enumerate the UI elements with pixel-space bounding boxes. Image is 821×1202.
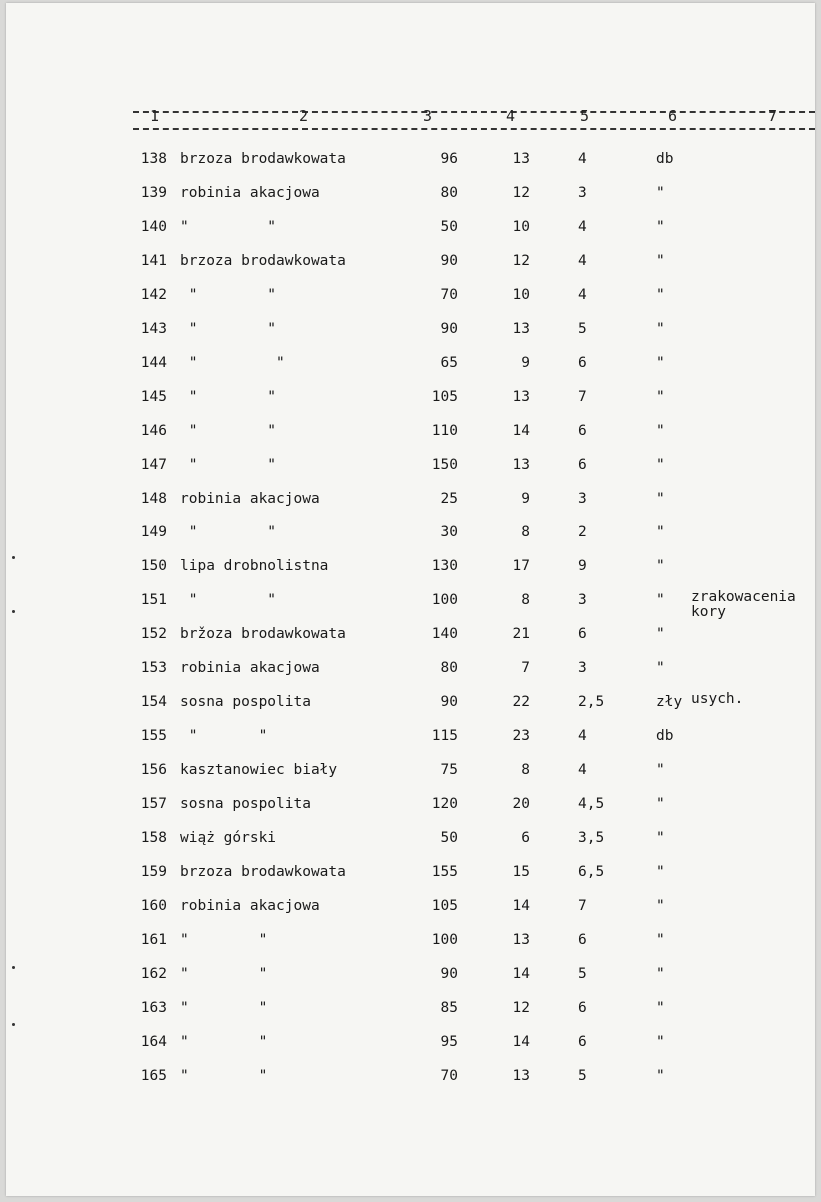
col-3-value: 25 [440, 490, 458, 507]
condition-value: " [656, 796, 665, 813]
col-3-value: 120 [431, 796, 458, 813]
col-4-value: 14 [512, 1033, 530, 1050]
condition-value: " [656, 592, 665, 609]
row-number: 155 [140, 728, 167, 745]
table-row [6, 489, 815, 523]
species-name: brzoza brodawkowata [180, 151, 346, 167]
species-name: wiąż górski [180, 830, 277, 846]
species-name: brzoza brodawkowata [180, 252, 346, 269]
row-number: 159 [140, 863, 167, 880]
col-4-value: 13 [512, 388, 530, 405]
condition-value: " [656, 354, 665, 371]
table-row [6, 862, 815, 896]
condition-value: " [656, 1033, 665, 1050]
table-row [6, 421, 815, 455]
col-3-value: 110 [431, 422, 458, 439]
species-name: " " [180, 422, 277, 439]
col-4-value: 8 [521, 524, 530, 541]
col-5-value: 6 [578, 456, 587, 473]
species-name: " " [180, 456, 277, 473]
condition-value: " [656, 660, 665, 677]
col-5-value: 3 [578, 592, 587, 609]
col-4-value: 8 [521, 592, 530, 609]
species-name: bržoza brodawkowata [180, 626, 346, 643]
col-3-value: 80 [440, 184, 458, 201]
table-row [6, 149, 815, 183]
table-row [6, 692, 815, 726]
col-4-value: 10 [512, 286, 530, 303]
header-col-1: 1 [150, 107, 160, 125]
col-5-value: 6 [578, 931, 587, 948]
col-3-value: 70 [440, 1067, 458, 1084]
margin-dot [12, 966, 15, 969]
condition-value: " [656, 422, 665, 439]
col-4-value: 8 [521, 762, 530, 779]
condition-value: " [656, 558, 665, 575]
species-name: kasztanowiec biały [180, 762, 338, 779]
species-name: " " [180, 218, 277, 235]
col-3-value: 130 [431, 558, 458, 575]
col-4-value: 14 [512, 897, 530, 914]
row-number: 141 [140, 252, 167, 269]
species-name: " " [180, 999, 268, 1016]
row-number: 152 [140, 626, 167, 643]
col-4-value: 14 [512, 965, 530, 982]
header-bottom-rule [133, 128, 815, 130]
col-4-value: 9 [521, 354, 530, 371]
table-row [6, 828, 815, 862]
row-number: 161 [140, 931, 167, 948]
table-header [6, 107, 815, 127]
row-number: 138 [140, 151, 167, 167]
remarks-value: zrakowacenia kory [691, 589, 796, 621]
margin-dot [12, 610, 15, 613]
condition-value: " [656, 863, 665, 880]
col-5-value: 9 [578, 558, 587, 575]
col-5-value: 6 [578, 999, 587, 1016]
col-5-value: 2,5 [578, 694, 605, 711]
row-number: 144 [140, 354, 167, 371]
header-col-2: 2 [299, 107, 309, 125]
col-5-value: 4 [578, 151, 587, 167]
col-5-value: 7 [578, 897, 587, 914]
table-row [6, 658, 815, 692]
col-5-value: 6 [578, 422, 587, 439]
condition-value: zły [656, 694, 683, 711]
table-row [6, 998, 815, 1032]
col-3-value: 80 [440, 660, 458, 677]
col-5-value: 4 [578, 728, 587, 745]
condition-value: " [656, 286, 665, 303]
species-name: lipa drobnolistna [180, 558, 329, 575]
col-3-value: 150 [431, 456, 458, 473]
row-number: 142 [140, 286, 167, 303]
row-number: 150 [140, 558, 167, 575]
table-row [6, 726, 815, 760]
row-number: 164 [140, 1033, 167, 1050]
col-4-value: 6 [521, 830, 530, 846]
condition-value: " [656, 999, 665, 1016]
col-5-value: 5 [578, 965, 587, 982]
condition-value: " [656, 388, 665, 405]
condition-value: " [656, 320, 665, 337]
row-number: 148 [140, 490, 167, 507]
col-5-value: 3 [578, 184, 587, 201]
col-4-value: 22 [512, 694, 530, 711]
condition-value: " [656, 184, 665, 201]
header-col-3: 3 [423, 107, 433, 125]
col-4-value: 14 [512, 422, 530, 439]
col-4-value: 13 [512, 931, 530, 948]
col-4-value: 12 [512, 252, 530, 269]
col-5-value: 4 [578, 762, 587, 779]
table-row [6, 760, 815, 794]
species-name: brzoza brodawkowata [180, 863, 346, 880]
species-name: " " [180, 592, 277, 609]
col-4-value: 17 [512, 558, 530, 575]
col-4-value: 7 [521, 660, 530, 677]
col-4-value: 12 [512, 184, 530, 201]
margin-dot [12, 556, 15, 559]
table-row [6, 285, 815, 319]
col-3-value: 70 [440, 286, 458, 303]
col-4-value: 13 [512, 1067, 530, 1084]
row-number: 140 [140, 218, 167, 235]
col-3-value: 100 [431, 931, 458, 948]
col-3-value: 155 [431, 863, 458, 880]
row-number: 154 [140, 694, 167, 711]
species-name: " " [180, 388, 277, 405]
species-name: robinia akacjowa [180, 897, 320, 914]
col-5-value: 6 [578, 354, 587, 371]
species-name: " " [180, 931, 268, 948]
table-row [6, 964, 815, 998]
condition-value: " [656, 965, 665, 982]
row-number: 158 [140, 830, 167, 846]
col-4-value: 20 [512, 796, 530, 813]
table-row [6, 183, 815, 217]
header-col-7: 7 [768, 107, 778, 125]
col-5-value: 4 [578, 286, 587, 303]
table-row [6, 624, 815, 658]
species-name: " " [180, 354, 285, 371]
row-number: 153 [140, 660, 167, 677]
species-name: " " [180, 524, 277, 541]
col-4-value: 12 [512, 999, 530, 1016]
col-5-value: 7 [578, 388, 587, 405]
col-3-value: 96 [440, 151, 458, 167]
col-3-value: 100 [431, 592, 458, 609]
table-row [6, 556, 815, 590]
col-5-value: 5 [578, 1067, 587, 1084]
row-number: 165 [140, 1067, 167, 1084]
col-5-value: 3,5 [578, 830, 605, 846]
table-row [6, 794, 815, 828]
remarks-value: usych. [691, 691, 744, 708]
table-row [6, 1032, 815, 1066]
col-3-value: 90 [440, 320, 458, 337]
col-4-value: 15 [512, 863, 530, 880]
col-3-value: 105 [431, 388, 458, 405]
row-number: 160 [140, 897, 167, 914]
col-3-value: 140 [431, 626, 458, 643]
condition-value: " [656, 762, 665, 779]
row-number: 143 [140, 320, 167, 337]
col-5-value: 3 [578, 660, 587, 677]
row-number: 162 [140, 965, 167, 982]
col-3-value: 75 [440, 762, 458, 779]
col-3-value: 50 [440, 830, 458, 846]
condition-value: " [656, 897, 665, 914]
condition-value: " [656, 252, 665, 269]
condition-value: " [656, 490, 665, 507]
header-col-4: 4 [506, 107, 516, 125]
species-name: " " [180, 320, 277, 337]
row-number: 156 [140, 762, 167, 779]
condition-value: db [656, 151, 674, 167]
species-name: sosna pospolita [180, 796, 311, 813]
row-number: 157 [140, 796, 167, 813]
col-3-value: 65 [440, 354, 458, 371]
condition-value: " [656, 1067, 665, 1084]
table-row [6, 251, 815, 285]
species-name: " " [180, 728, 268, 745]
species-name: " " [180, 1033, 268, 1050]
condition-value: " [656, 626, 665, 643]
row-number: 149 [140, 524, 167, 541]
table-row [6, 930, 815, 964]
col-3-value: 90 [440, 252, 458, 269]
condition-value: " [656, 830, 665, 846]
table-row [6, 217, 815, 251]
col-3-value: 90 [440, 694, 458, 711]
col-5-value: 6,5 [578, 863, 605, 880]
col-4-value: 13 [512, 456, 530, 473]
row-number: 151 [140, 592, 167, 609]
condition-value: " [656, 218, 665, 235]
document-page [6, 3, 815, 1196]
condition-value: " [656, 524, 665, 541]
margin-dot [12, 1023, 15, 1026]
species-name: robinia akacjowa [180, 490, 320, 507]
condition-value: " [656, 931, 665, 948]
col-4-value: 23 [512, 728, 530, 745]
col-5-value: 2 [578, 524, 587, 541]
table-row [6, 1066, 815, 1100]
species-name: robinia akacjowa [180, 660, 320, 677]
col-5-value: 4 [578, 218, 587, 235]
row-number: 139 [140, 184, 167, 201]
col-5-value: 4,5 [578, 796, 605, 813]
condition-value: db [656, 728, 674, 745]
col-4-value: 13 [512, 320, 530, 337]
row-number: 146 [140, 422, 167, 439]
table-row [6, 387, 815, 421]
col-3-value: 90 [440, 965, 458, 982]
col-3-value: 95 [440, 1033, 458, 1050]
row-number: 163 [140, 999, 167, 1016]
col-3-value: 85 [440, 999, 458, 1016]
species-name: sosna pospolita [180, 694, 311, 711]
table-row [6, 522, 815, 556]
col-5-value: 6 [578, 1033, 587, 1050]
row-number: 147 [140, 456, 167, 473]
table-row [6, 896, 815, 930]
header-col-5: 5 [580, 107, 590, 125]
table-row [6, 319, 815, 353]
col-5-value: 6 [578, 626, 587, 643]
row-number: 145 [140, 388, 167, 405]
col-3-value: 50 [440, 218, 458, 235]
species-name: " " [180, 965, 268, 982]
col-3-value: 115 [431, 728, 458, 745]
table-row [6, 590, 815, 624]
species-name: " " [180, 1067, 268, 1084]
col-4-value: 21 [512, 626, 530, 643]
col-5-value: 5 [578, 320, 587, 337]
col-5-value: 3 [578, 490, 587, 507]
table-row [6, 353, 815, 387]
col-3-value: 30 [440, 524, 458, 541]
col-4-value: 10 [512, 218, 530, 235]
table-row [6, 455, 815, 489]
col-4-value: 9 [521, 490, 530, 507]
col-4-value: 13 [512, 151, 530, 167]
col-5-value: 4 [578, 252, 587, 269]
species-name: " " [180, 286, 277, 303]
col-3-value: 105 [431, 897, 458, 914]
condition-value: " [656, 456, 665, 473]
header-col-6: 6 [668, 107, 678, 125]
species-name: robinia akacjowa [180, 184, 320, 201]
